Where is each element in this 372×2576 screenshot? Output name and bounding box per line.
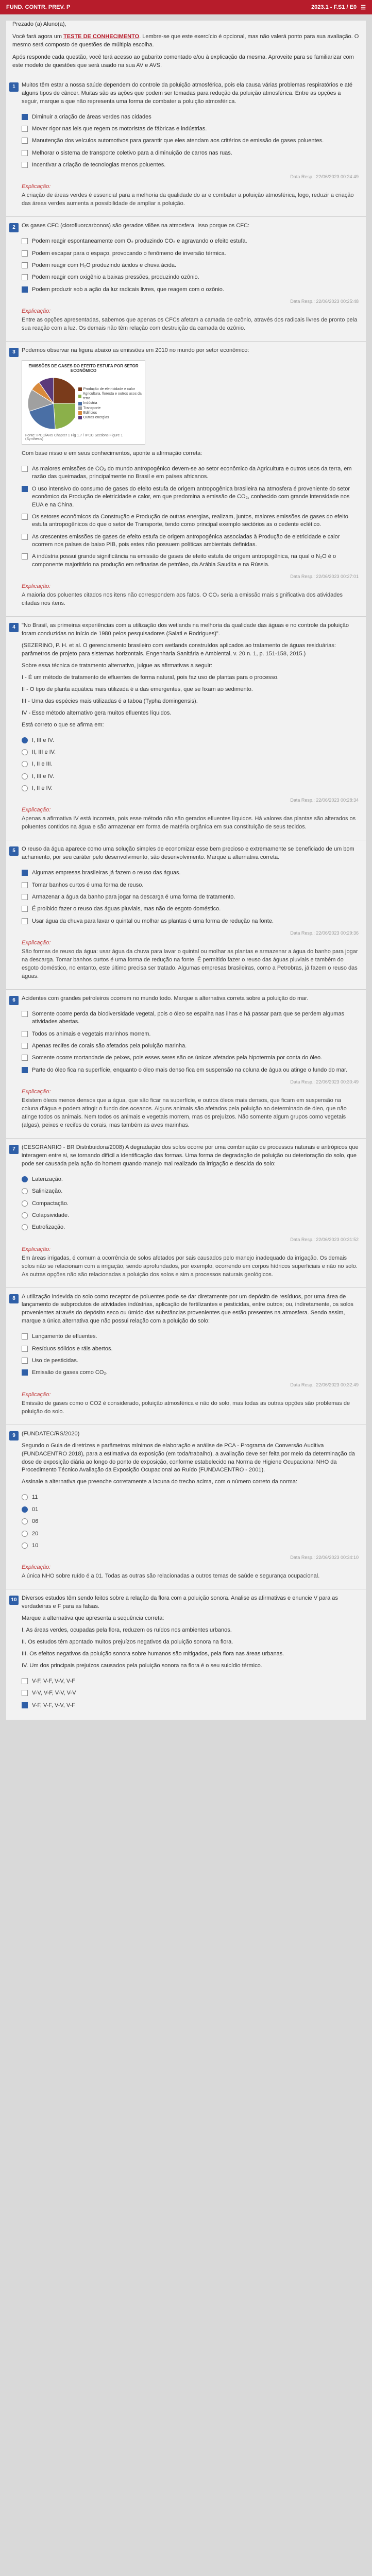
explanation-title: Explicação: <box>22 807 51 814</box>
answer-option[interactable] <box>22 771 359 783</box>
answer-option[interactable] <box>22 1343 359 1355</box>
question-statement <box>22 995 359 1003</box>
answer-option[interactable] <box>22 1675 359 1687</box>
checkbox[interactable] <box>22 286 28 293</box>
question-number <box>6 222 22 333</box>
question-list <box>6 81 366 1720</box>
explanation-text: Em áreas irrigadas, é comum a ocorrência de solos afetados por sais causados pelo manejo inadequado da irrigação. Os demais solos não se relacionam com a irrigação, sendo aprofundados, por exemplo, ocorrendo em corpos hídricos superficiais e não no solo. As outras opções não são relacionadas a poluição dos solos e sim a processos naturais geológicos. <box>22 1255 358 1278</box>
answer-option[interactable] <box>22 1687 359 1699</box>
question-number-badge: 7 <box>9 1145 19 1154</box>
answer-option[interactable] <box>22 248 359 260</box>
question-statement <box>22 845 359 862</box>
legend-swatch <box>78 395 81 398</box>
question-number <box>6 1144 22 1279</box>
question-statement <box>22 1430 359 1487</box>
answer-option[interactable] <box>22 1028 359 1040</box>
legend-swatch <box>78 402 82 405</box>
option-text: 10 <box>32 1542 39 1549</box>
statement-paragraph: Está correto o que se afirma em: <box>22 721 104 728</box>
option-text: Resíduos sólidos e ráis abertos. <box>32 1345 113 1352</box>
answer-option[interactable] <box>22 135 359 147</box>
question-5 <box>6 845 366 990</box>
answer-option[interactable] <box>22 1210 359 1222</box>
answer-option[interactable] <box>22 147 359 159</box>
question-body <box>22 1430 366 1581</box>
question-body <box>22 1595 366 1711</box>
answer-option[interactable] <box>22 1540 359 1552</box>
legend-label: Agricultura, floresta e outros usos da terra <box>82 392 142 401</box>
question-10 <box>6 1595 366 1720</box>
option-text: As maiores emissões de CO₂ do mundo antropogênico devem-se ao setor econômico da Agricultura e outros usos da terra, em razão das queimadas, principalmente no Brasil e em países africanos. <box>32 465 352 480</box>
checkbox[interactable] <box>22 1333 28 1340</box>
question-number <box>6 1293 22 1416</box>
answer-option[interactable] <box>22 916 359 927</box>
answer-option[interactable] <box>22 272 359 283</box>
question-body <box>22 995 366 1130</box>
intro-highlight: TESTE DE CONHECIMENTO <box>63 33 140 40</box>
answer-option[interactable] <box>22 1174 359 1185</box>
option-text: II, III e IV. <box>32 749 56 755</box>
pie-slice-0 <box>54 378 75 403</box>
statement-paragraph: Os gases CFC (clorofluorcarbonos) são gerados vilões na atmosfera. Isso porque os CFC: <box>22 223 250 229</box>
legend-swatch <box>78 406 82 410</box>
option-text: Podem produzir sob a ação da luz radicais livres, que reagem com o ozônio. <box>32 286 224 293</box>
answer-option[interactable] <box>22 891 359 903</box>
checkbox[interactable] <box>22 1055 28 1061</box>
chart-title: EMISSÕES DE GASES DO EFEITO ESTUFA POR SETOR ECONÔMICO <box>28 364 139 374</box>
answer-option[interactable] <box>22 783 359 794</box>
question-statement <box>22 1144 359 1168</box>
explanation-text: Emissão de gases como o CO2 é considerado, poluição atmosférica e não do solo, mas todas as outras opções são problemas de poluição do solo. <box>22 1400 350 1415</box>
checkbox[interactable] <box>22 1043 28 1049</box>
explanation-title: Explicação: <box>22 1564 51 1571</box>
response-timestamp: Data Resp.: 22/06/2023 00:27:01 <box>290 574 359 580</box>
option-text: Mover rigor nas leis que regem os motoristas de fábricas e indústrias. <box>32 125 207 132</box>
question-6 <box>6 995 366 1139</box>
option-text: As crescentes emissões de gases de efeito estufa de origem antropogênica associadas à Produção de eletricidade e calor ocorrem nos países de baixo PIB, pois estes não possuem políticas ambientais definidas. <box>32 533 340 548</box>
checkbox[interactable] <box>22 906 28 912</box>
option-text: Podem reagir espontaneamente com O₂ produzindo CO₂ e agravando o efeito estufa. <box>32 238 247 245</box>
answer-option[interactable] <box>22 1367 359 1379</box>
legend-label: Produção de eletricidade e calor <box>83 387 136 392</box>
legend-item <box>78 401 142 405</box>
answer-option[interactable] <box>22 463 359 483</box>
legend-label: Outras energias <box>83 415 109 419</box>
option-text: Somente ocorre perda da biodiversidade vegetal, pois o óleo se espalha nas ilhas e há passar para que se perdem algumas atividades abertas. <box>32 1010 344 1025</box>
pie-chart <box>25 375 75 432</box>
question-body <box>22 845 366 981</box>
option-text: Parte do óleo fica na superfície, enquanto o óleo mais denso fica em suspensão na coluna de água ou atinge o fundo do mar. <box>32 1066 348 1073</box>
response-timestamp: Data Resp.: 22/06/2023 00:25:48 <box>290 299 359 304</box>
statement-paragraph: O reuso da água aparece como uma solução simples de economizar esse bem precioso e extremamente se beneficiado de um bom achamento, por seu caráter pelo desenvolvimento, são desenvolvimento. Marque a alternativa correta. <box>22 846 354 861</box>
answer-option[interactable] <box>22 511 359 531</box>
question-statement <box>22 1595 359 1670</box>
statement-paragraph: Sobre essa técnica de tratamento alternativo, julgue as afirmativas a seguir: <box>22 662 212 669</box>
statement-paragraph: IV - Esse método alternativo gera muitos efluentes líquidos. <box>22 709 172 716</box>
response-timestamp: Data Resp.: 22/06/2023 00:24:49 <box>290 174 359 180</box>
answer-option[interactable] <box>22 159 359 171</box>
question-body <box>22 1144 366 1279</box>
checkbox[interactable] <box>22 274 28 280</box>
legend-swatch <box>78 416 82 419</box>
option-text: V-F, V-F, V-V, V-F <box>32 1702 75 1708</box>
checkbox[interactable] <box>22 466 28 472</box>
question-7 <box>6 1144 366 1288</box>
checkbox[interactable] <box>22 486 28 492</box>
answer-option[interactable] <box>22 1528 359 1540</box>
option-text: Todos os animais e vegetais marinhos morrem. <box>32 1030 151 1037</box>
statement-paragraph: I. As áreas verdes, ocupadas pela flora, reduzem os ruídos nos ambientes urbanos. <box>22 1627 232 1634</box>
question-number-badge: 9 <box>9 1431 19 1440</box>
statement-paragraph: Segundo o Guia de diretrizes e parâmetros mínimos de elaboração e análise de PCA - Programa de Conversão Auditiva (FUNDACENTRO 2018), para a estimativa da exposição (em toda/trabalho), a avaliação deve ser feita por meio da determinação da dose de exposição diária ao longo do ponto de exposição, conforme estabelecido na Norma de Higiene Ocupacional NHO da Procedimento Técnico Avaliação da Exposição Ocupacional ao Ruído (FUNDACENTRO - 2001). <box>22 1442 355 1473</box>
chart-source: Fonte: IPCC/AR5 Chapter 1 Fig 1.7 / IPCC Sections Figure 1 (Synthesis) <box>25 434 123 442</box>
legend-item <box>78 415 142 420</box>
question-statement <box>22 347 359 355</box>
legend-label: Indústria <box>83 401 97 405</box>
intro <box>6 21 366 81</box>
answer-option[interactable] <box>22 531 359 551</box>
explanation-title: Explicação: <box>22 1391 51 1398</box>
option-text: Podem escapar para o espaço, provocando o fenômeno de inversão térmica. <box>32 250 226 257</box>
statement-paragraph: (CESGRANRIO - BR Distribuidora/2008) A degradação dos solos ocorre por uma combinação de processos naturais e antrópicos que interagem entre si, se tornando difícil a identificação das formas. Uma forma de degradação de poluição ou deterioração do solo, que pode ser causada pela ação do homem quando manejo mal realizado da irrigação e descida do solo: <box>22 1144 359 1167</box>
statement-paragraph: II. Os estudos têm apontado muitos prejuízos negativos da poluição sonora na flora. <box>22 1638 233 1645</box>
statement-paragraph: Assinale a alternativa que preenche corretamente a lacuna do trecho acima, com o número correto da norma: <box>22 1479 298 1485</box>
answer-option[interactable] <box>22 111 359 123</box>
statement-paragraph: Marque a alternativa que apresenta a sequência correta: <box>22 1615 164 1622</box>
statement-paragraph: (SEZERINO, P. H. et al. O gerenciamento brasileiro com wetlands construídos aplicados ao tratamento de águas residuárias: parâmetros de projeto para sistemas horizontais. Engenharia Sanitária e Ambiental, v. 20 n. 1, p. 151-158, 2015.) <box>22 642 336 657</box>
question-body <box>22 81 366 209</box>
radio-button[interactable] <box>22 1531 28 1537</box>
radio-button[interactable] <box>22 1188 28 1194</box>
option-text: 11 <box>32 1494 38 1501</box>
greeting: Prezado (a) Aluno(a), <box>12 21 66 27</box>
response-timestamp: Data Resp.: 22/06/2023 00:28:34 <box>290 798 359 803</box>
answer-option[interactable] <box>22 747 359 758</box>
answer-option[interactable] <box>22 1516 359 1528</box>
explanation-text: A criação de áreas verdes é essencial para a melhoria da qualidade do ar e combater a poluição atmosférica, logo, reduzir a criação das áreas verdes aumenta a possibilidade de ampliar a poluição. <box>22 192 354 207</box>
answer-option[interactable] <box>22 284 359 296</box>
checkbox[interactable] <box>22 918 28 924</box>
option-text: I, II e IV. <box>32 785 53 792</box>
answer-option[interactable] <box>22 1504 359 1516</box>
statement-paragraph: II - O tipo de planta aquática mais utilizada é a das emergentes, que se fixam ao sedimento. <box>22 686 253 692</box>
option-text: 20 <box>32 1530 39 1537</box>
statement-paragraph: Diversos estudos têm sendo feitos sobre a relação da flora com a poluição sonora. Analise as afirmativas e enuncie V para as verdadeiras e F para as falsas. <box>22 1595 338 1610</box>
checkbox[interactable] <box>22 1690 28 1696</box>
checkbox[interactable] <box>22 250 28 257</box>
legend-label: Edifícios <box>83 411 97 415</box>
legend-swatch <box>78 387 82 391</box>
explanation-text: Entre as opções apresentadas, sabemos que apenas os CFCs afetam a camada de ozônio, através dos radicais livres de pronto pela sua reação com a luz. Os demais não têm relação com destruição da camada de ozônio. <box>22 317 358 332</box>
question-body <box>22 222 366 333</box>
checkbox[interactable] <box>22 1346 28 1352</box>
answer-option[interactable] <box>22 879 359 891</box>
checkbox[interactable] <box>22 882 28 888</box>
option-text: O uso intensivo do consumo de gases do efeito estufa de origem antropogênica brasileira na atmosfera é proveniente do setor econômico da Produção de eletricidade e calor, em que predomina a emissão de CO₂, conhecido com grande intensidade nos EUA e na China. <box>32 485 350 508</box>
option-text: Usar água da chuva para lavar o quintal ou molhar as plantas é uma forma de redução na fonte. <box>32 918 274 924</box>
answer-option[interactable] <box>22 1700 359 1711</box>
explanation-text: A única NHO sobre ruído é a 01. Todas as outras são relacionadas a outros temas de saúde e segurança ocupacional. <box>22 1573 320 1580</box>
option-text: Incentivar a criação de tecnologias menos poluentes. <box>32 162 166 168</box>
question-number <box>6 81 22 209</box>
option-text: I, III e IV. <box>32 737 55 743</box>
intro-paragraph-2: Após responde cada questão, você terá acesso ao gabarito comentado e/ou à explicação da mesma. Aproveite para se familiarizar com este modelo de questões que será usado na sua AV e AVS. <box>12 54 354 69</box>
explanation-title: Explicação: <box>22 183 51 190</box>
question-number <box>6 347 22 608</box>
statement-paragraph: "No Brasil, as primeiras experiências com a utilização dos wetlands na melhoria da qualidade das águas e no controle da poluição foram conduzidas no início de 1980 pelos pesquisadores (Salati e Rodrigues)". <box>22 622 349 637</box>
option-text: Laterização. <box>32 1176 63 1182</box>
legend-swatch <box>78 411 82 415</box>
question-9 <box>6 1430 366 1590</box>
response-timestamp: Data Resp.: 22/06/2023 00:34:10 <box>290 1555 359 1561</box>
checkbox[interactable] <box>22 126 28 132</box>
question-statement <box>22 1293 359 1326</box>
statement-paragraph: III. Os efeitos negativos da poluição sonora sobre humanos são mitigados, pela flora nas áreas urbanas. <box>22 1650 284 1657</box>
radio-button[interactable] <box>22 773 28 779</box>
radio-button[interactable] <box>22 1224 28 1230</box>
option-text: 01 <box>32 1506 39 1513</box>
question-body <box>22 622 366 832</box>
checkbox[interactable] <box>22 1011 28 1017</box>
statement-paragraph: I - É um método de tratamento de efluentes de forma natural, pois faz uso de plantas para o processo. <box>22 674 279 681</box>
answer-option[interactable] <box>22 758 359 770</box>
option-text: Somente ocorre mortandade de peixes, pois esses seres são os únicos afetados pela hipotermia por conta do óleo. <box>32 1055 323 1061</box>
option-text: Salinização. <box>32 1188 63 1195</box>
option-text: Diminuir a criação de áreas verdes nas cidades <box>32 113 151 120</box>
option-text: I, III e IV. <box>32 773 55 779</box>
option-text: V-V, V-F, V-V, V-V <box>32 1690 76 1697</box>
statement-paragraph: A utilização indevida do solo como receptor de poluentes pode se dar diretamente por um depósito de resíduos, por uma área de lançamento de subprodutos de atividades indústrias, aplicação de fertilizantes e pesticidas, entre outros; ou, indiretamente, os solos provenientes através do depósito seco ou úmido das substâncias provenientes que estão presentes na atmosfera. Sendo assim, marque a única alternativa que não possui relação com a poluição do solo: <box>22 1293 353 1325</box>
answer-option[interactable] <box>22 1008 359 1028</box>
checkbox[interactable] <box>22 1678 28 1684</box>
question-number <box>6 845 22 981</box>
option-text: Podem reagir com oxigênio a baixas pressões, produzindo ozônio. <box>32 274 199 281</box>
answer-option[interactable] <box>22 260 359 272</box>
explanation-text: Apenas a afirmativa IV está incorreta, pois esse método não são gerados efluentes líquidos. Há valores das plantas são alterados os poluentes contidos na água e são armazenar em forma de matéria orgânica em sua constituição de seus tecidos. <box>22 816 356 831</box>
checkbox[interactable] <box>22 238 28 244</box>
checkbox[interactable] <box>22 553 28 560</box>
statement-paragraph: Acidentes com grandes petroleiros ocorrem no mundo todo. Marque a alternativa correta sobre a poluição do mar. <box>22 995 309 1002</box>
option-text: Eutrofização. <box>32 1224 65 1231</box>
radio-button[interactable] <box>22 737 28 743</box>
pie-slice-1 <box>54 403 75 429</box>
legend-item <box>78 387 142 392</box>
statement-paragraph: Muitos têm estar a nossa saúde dependem do controle da poluição atmosférica, pois ela causa várias problemas respiratórios e até alguns tipos de câncer. Muitas são as ações que podem ser tomadas para redução da poluição atmosférica. Entre as opções a seguir, marque a que não representa uma forma de combater a poluição atmosférica. <box>22 81 353 105</box>
radio-button[interactable] <box>22 1543 28 1549</box>
menu-icon[interactable]: ☰ <box>361 4 366 11</box>
option-text: Podem reagir com H₂O produzindo ácidos e chuva ácida. <box>32 262 177 269</box>
explanation-title: Explicação: <box>22 1246 51 1252</box>
checkbox[interactable] <box>22 1067 28 1073</box>
radio-button[interactable] <box>22 749 28 755</box>
chart-legend <box>78 387 142 420</box>
answer-option[interactable] <box>22 1492 359 1503</box>
explanation-title: Explicação: <box>22 308 51 315</box>
option-text: É proibido fazer o reuso das águas pluviais, mas não de esgoto doméstico. <box>32 906 221 912</box>
option-text: Os setores econômicos da Construção e Produção de outras energias, realizam, juntos, maiores emissões de gases do efeito estufa antropogênicos do que o setor de Transporte, tendo como principal exemplo sectórios as o cedente eclético. <box>32 513 348 528</box>
top-bar <box>0 0 372 14</box>
option-text: 06 <box>32 1518 39 1525</box>
option-text: Colapsividade. <box>32 1212 70 1218</box>
checkbox[interactable] <box>22 150 28 156</box>
answer-option[interactable] <box>22 123 359 135</box>
radio-button[interactable] <box>22 1200 28 1207</box>
course-title: FUND. CONTR. PREV. P <box>6 4 71 10</box>
question-number-badge: 8 <box>9 1294 19 1303</box>
question-body <box>22 1293 366 1416</box>
checkbox[interactable] <box>22 1358 28 1364</box>
question-number-badge: 3 <box>9 348 19 357</box>
explanation-text: A maioria dos poluentes citados nos itens não correspondem aos fatos. O CO₂ seria a emissão mais significativa dos atividades citadas nos itens. <box>22 592 343 607</box>
explanation-text: Existem óleos menos densos que a água, que são ficar na superfície, e outros óleos mais densos, que ficam em suspensão na coluna d'água e podem atingir o fundo dos oceanos. Alguns animais são afetados pela poluição ao determinado de óleo, que não atinge todos os animais. Nem todos os animais e vegetais morrem, mas os prejuízos. Não somente algum grupos como vegetais (algas), peixes e recifes de corais, mas também as aves marinhas. <box>22 1097 347 1129</box>
radio-button[interactable] <box>22 1494 28 1500</box>
legend-item <box>78 392 142 401</box>
option-text: Uso de pesticidas. <box>32 1358 78 1364</box>
checkbox[interactable] <box>22 870 28 876</box>
explanation-title: Explicação: <box>22 940 51 946</box>
answer-option[interactable] <box>22 1331 359 1343</box>
statement-paragraph: III - Uma das espécies mais utilizadas é a taboa (Typha domingensis). <box>22 698 198 704</box>
answer-option[interactable] <box>22 867 359 879</box>
answer-option[interactable] <box>22 1185 359 1197</box>
answer-option[interactable] <box>22 903 359 915</box>
option-text: Tomar banhos curtos é uma forma de reuso. <box>32 882 144 888</box>
checkbox[interactable] <box>22 1031 28 1037</box>
statement-paragraph: (FUNDATEC/RS/2020) <box>22 1430 80 1437</box>
intro-paragraph-1: Você fará agora um TESTE DE CONHECIMENTO. Lembre-se que este exercício é opcional, mas não valerá ponto para sua avaliação. O mesmo será composto de questões de múltipla escolha. <box>12 33 359 48</box>
checkbox[interactable] <box>22 162 28 168</box>
question-number-badge: 2 <box>9 223 19 232</box>
radio-button[interactable] <box>22 1212 28 1218</box>
question-number-badge: 5 <box>9 846 19 856</box>
option-text: I, II e III. <box>32 761 53 768</box>
option-text: Armazenar a água da banho para jogar na descarga é uma forma de tratamento. <box>32 894 235 900</box>
option-text: Lançamento de efluentes. <box>32 1333 97 1340</box>
question-number-badge: 4 <box>9 623 19 632</box>
option-text: Apenas recifes de corais são afetados pela poluição marinha. <box>32 1043 187 1049</box>
statement-after-chart: Com base nisso e em seus conhecimentos, aponte a afirmação correta: <box>22 450 202 457</box>
checkbox[interactable] <box>22 1369 28 1376</box>
checkbox[interactable] <box>22 114 28 120</box>
question-1 <box>6 81 366 217</box>
radio-button[interactable] <box>22 1176 28 1182</box>
option-text: Melhorar o sistema de transporte coletivo para a diminuição de carros nas ruas. <box>32 149 232 156</box>
checkbox[interactable] <box>22 138 28 144</box>
response-timestamp: Data Resp.: 22/06/2023 00:30:49 <box>290 1079 359 1085</box>
checkbox[interactable] <box>22 262 28 268</box>
option-text: V-F, V-F, V-V, V-F <box>32 1677 75 1684</box>
option-text: Compactação. <box>32 1200 69 1207</box>
question-statement <box>22 81 359 106</box>
answer-option[interactable] <box>22 1198 359 1210</box>
question-statement <box>22 622 359 729</box>
legend-item <box>78 411 142 415</box>
legend-item <box>78 406 142 411</box>
question-8 <box>6 1293 366 1425</box>
question-body <box>22 347 366 608</box>
question-number <box>6 1595 22 1711</box>
checkbox[interactable] <box>22 1702 28 1708</box>
answer-option[interactable] <box>22 551 359 571</box>
explanation-title: Explicação: <box>22 583 51 590</box>
emissions-chart <box>22 360 145 445</box>
question-number-badge: 6 <box>9 996 19 1005</box>
checkbox[interactable] <box>22 894 28 900</box>
answer-option[interactable] <box>22 235 359 247</box>
question-3 <box>6 347 366 617</box>
radio-button[interactable] <box>22 761 28 767</box>
answer-option[interactable] <box>22 735 359 747</box>
radio-button[interactable] <box>22 785 28 791</box>
question-number <box>6 1430 22 1581</box>
option-text: Algumas empresas brasileiras já fazem o reuso das águas. <box>32 870 181 876</box>
answer-option[interactable] <box>22 1222 359 1233</box>
explanation-text: São formas de reuso da água: usar água da chuva para lavar o quintal ou molhar as plantas e armazenar a água do banho para jogar na descarga. Tomar banhos curtos é uma forma de redução na fonte. É permitido fazer o reuso das águas pluviais e também do esgoto doméstico, no entanto, este último precisa ser tratado. Algumas empresas brasileiras, como a Petrobras, já fazem o reuso das águas. <box>22 948 358 979</box>
question-number <box>6 622 22 832</box>
answer-option[interactable] <box>22 483 359 511</box>
option-text: Emissão de gases como CO₂. <box>32 1369 108 1376</box>
statement-paragraph: Podemos observar na figura abaixo as emissões em 2010 no mundo por setor econômico: <box>22 347 249 354</box>
response-timestamp: Data Resp.: 22/06/2023 00:29:36 <box>290 930 359 936</box>
question-statement <box>22 222 359 230</box>
answer-option[interactable] <box>22 1064 359 1076</box>
option-text: A indústria possui grande significância na emissão de gases de efeito estufa de origem antropogênica, na qual o N₂O é o componente majoritário na produção em refinarias de petróleo, da Arábia Saudita e na Rússia. <box>32 553 336 568</box>
explanation-title: Explicação: <box>22 1089 51 1095</box>
statement-paragraph: IV. Um dos principais prejuízos causados pela poluição sonora na flora é o seu suicídio térmico. <box>22 1662 262 1669</box>
radio-button[interactable] <box>22 1506 28 1513</box>
checkbox[interactable] <box>22 514 28 520</box>
exercise-sheet <box>6 21 366 1720</box>
answer-option[interactable] <box>22 1355 359 1367</box>
question-number-badge: 10 <box>9 1596 19 1605</box>
option-text: Manutenção dos veículos automotivos para garantir que eles atendam aos critérios de emissão de gases poluentes. <box>32 138 324 144</box>
legend-label: Transporte <box>83 406 101 410</box>
course-info: 2023.1 - F.S1 / E0 <box>311 4 357 10</box>
answer-option[interactable] <box>22 1052 359 1064</box>
answer-option[interactable] <box>22 1040 359 1052</box>
question-2 <box>6 222 366 342</box>
question-4 <box>6 622 366 840</box>
question-number-badge: 1 <box>9 82 19 92</box>
checkbox[interactable] <box>22 534 28 540</box>
response-timestamp: Data Resp.: 22/06/2023 00:32:49 <box>290 1382 359 1387</box>
question-number <box>6 995 22 1130</box>
radio-button[interactable] <box>22 1518 28 1524</box>
response-timestamp: Data Resp.: 22/06/2023 00:31:52 <box>290 1236 359 1242</box>
